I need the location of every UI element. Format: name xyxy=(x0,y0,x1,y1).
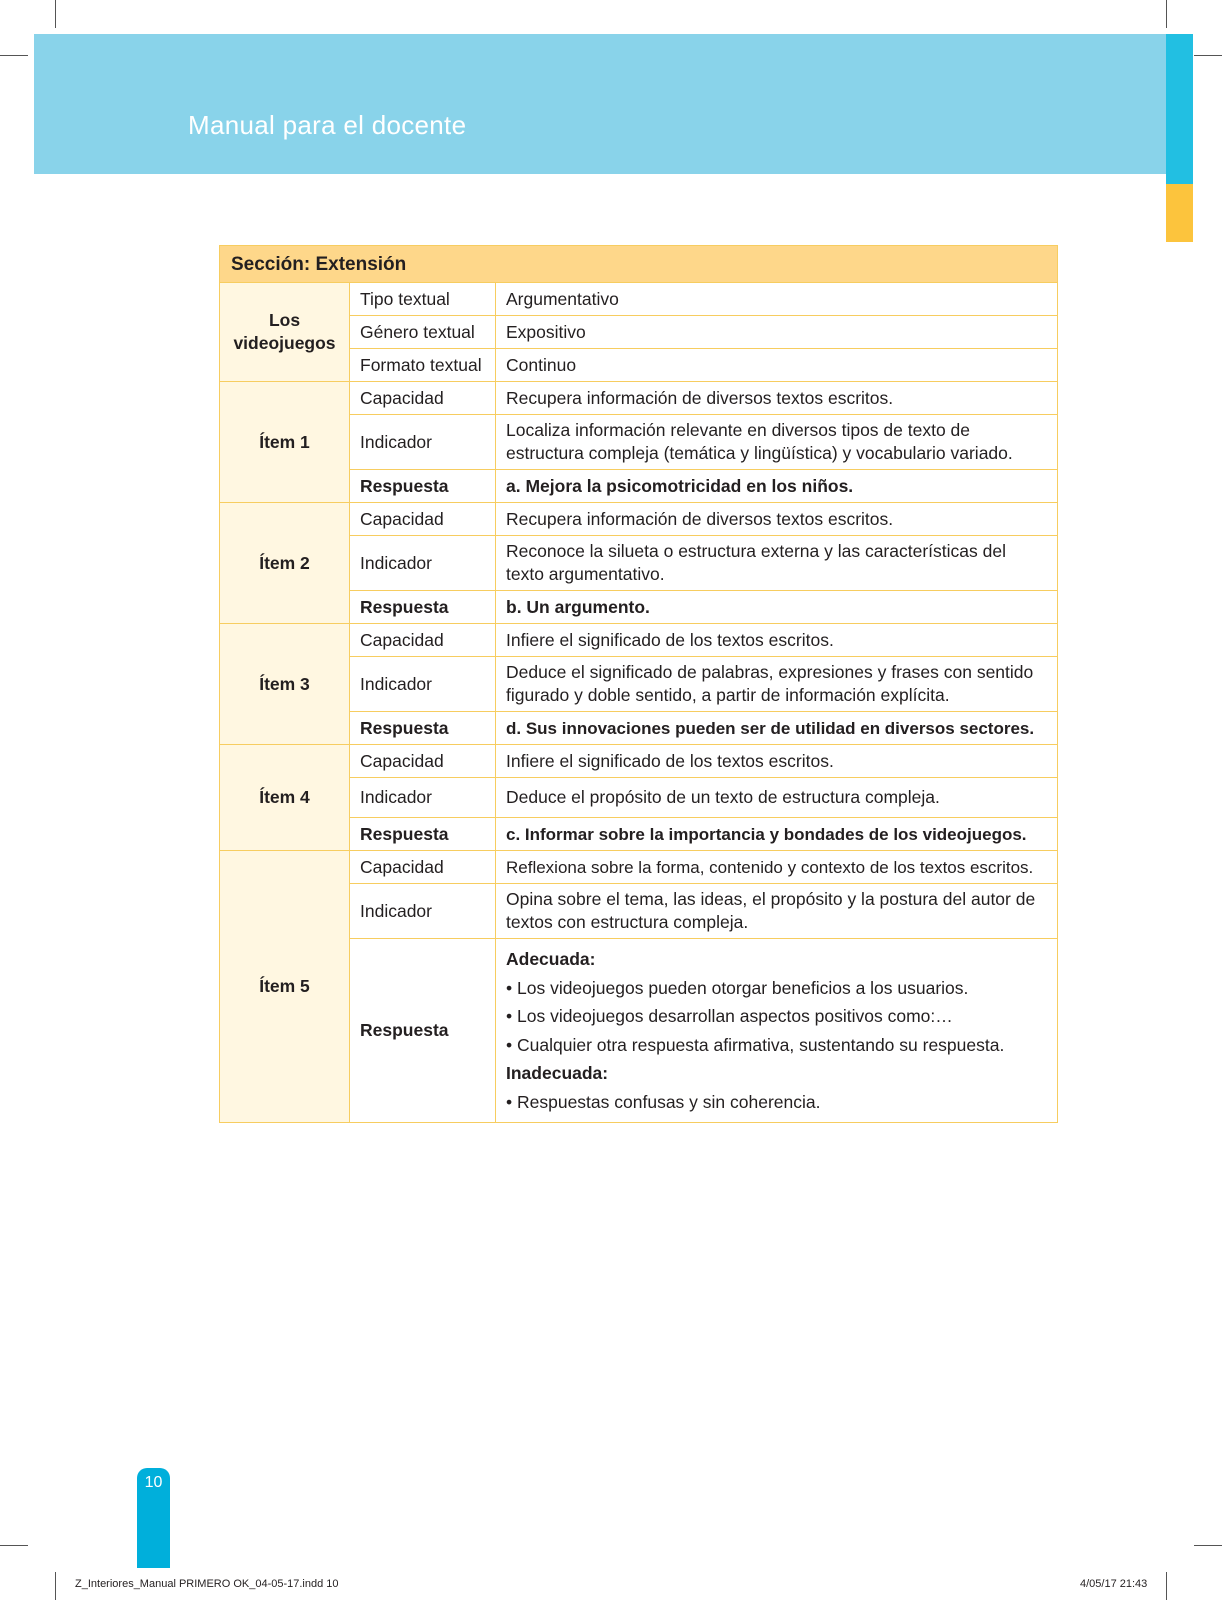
row-value: Argumentativo xyxy=(496,283,1058,316)
row-label: Capacidad xyxy=(350,503,496,536)
crop-mark xyxy=(1166,1572,1167,1600)
capacidad-value: Recupera información de diversos textos escritos. xyxy=(496,503,1058,536)
capacidad-value: Recupera información de diversos textos escritos. xyxy=(496,382,1058,415)
row-label: Indicador xyxy=(350,415,496,470)
respuesta-value: a. Mejora la psicomotricidad en los niños. xyxy=(496,470,1058,503)
crop-mark xyxy=(1194,55,1222,56)
row-label: Tipo textual xyxy=(350,283,496,316)
crop-mark xyxy=(0,55,28,56)
item-label: Ítem 1 xyxy=(220,382,350,503)
inadecuada-label: Inadecuada: xyxy=(506,1063,609,1083)
page-number: 10 xyxy=(144,1474,163,1491)
indicador-value: Reconoce la silueta o estructura externa y las características del texto argumentativo. xyxy=(496,536,1058,591)
respuesta-value: c. Informar sobre la importancia y bondades de los videojuegos. xyxy=(496,818,1058,851)
table-row xyxy=(220,624,1058,657)
item-label: Ítem 2 xyxy=(220,503,350,624)
item-label: Ítem 5 xyxy=(220,851,350,1123)
row-label: Indicador xyxy=(350,536,496,591)
crop-mark xyxy=(0,1545,28,1546)
side-tab-yellow xyxy=(1166,184,1193,242)
row-label: Capacidad xyxy=(350,382,496,415)
table-row xyxy=(220,382,1058,415)
list-item: • Respuestas confusas y sin coherencia. xyxy=(506,1091,821,1112)
side-tab-blue xyxy=(1166,34,1193,184)
item-label: Ítem 4 xyxy=(220,745,350,851)
crop-mark xyxy=(55,1572,56,1600)
crop-mark xyxy=(55,0,56,28)
row-label: Respuesta xyxy=(350,470,496,503)
crop-mark xyxy=(1166,0,1167,28)
row-label: Indicador xyxy=(350,778,496,818)
row-label: Capacidad xyxy=(350,624,496,657)
indicador-value: Deduce el significado de palabras, expresiones y frases con sentido figurado y doble sentido, a partir de información explícita. xyxy=(496,657,1058,712)
row-label: Respuesta xyxy=(350,939,496,1123)
row-label: Respuesta xyxy=(350,818,496,851)
respuesta-value: d. Sus innovaciones pueden ser de utilidad en diversos sectores. xyxy=(496,712,1058,745)
row-value: Continuo xyxy=(496,349,1058,382)
section-header-row xyxy=(220,246,1058,283)
row-label: Indicador xyxy=(350,657,496,712)
print-slug-date: 4/05/17 21:43 xyxy=(1080,1578,1148,1590)
row-label: Respuesta xyxy=(350,591,496,624)
item-label: Ítem 3 xyxy=(220,624,350,745)
indicador-value: Deduce el propósito de un texto de estructura compleja. xyxy=(496,778,1058,818)
row-label: Respuesta xyxy=(350,712,496,745)
table-row xyxy=(220,851,1058,884)
respuesta-block xyxy=(496,939,1058,1123)
list-item: • Los videojuegos desarrollan aspectos positivos como:… xyxy=(506,1006,953,1026)
capacidad-value: Reflexiona sobre la forma, contenido y contexto de los textos escritos. xyxy=(496,851,1058,884)
row-label: Capacidad xyxy=(350,851,496,884)
indicador-value: Opina sobre el tema, las ideas, el propósito y la postura del autor de textos con estructura compleja. xyxy=(496,884,1058,939)
page-header-title: Manual para el docente xyxy=(188,110,467,140)
row-label: Formato textual xyxy=(350,349,496,382)
indicador-value: Localiza información relevante en diversos tipos de texto de estructura compleja (temática y lingüística) y vocabulario variado. xyxy=(496,415,1058,470)
row-label: Género textual xyxy=(350,316,496,349)
adecuada-label: Adecuada: xyxy=(506,949,596,969)
crop-mark xyxy=(1194,1545,1222,1546)
row-label: Indicador xyxy=(350,884,496,939)
header-band xyxy=(34,34,1166,174)
row-label: Capacidad xyxy=(350,745,496,778)
table-row xyxy=(220,503,1058,536)
list-item: • Los videojuegos pueden otorgar beneficios a los usuarios. xyxy=(506,977,969,998)
respuesta-value: b. Un argumento. xyxy=(496,591,1058,624)
list-item: • Cualquier otra respuesta afirmativa, sustentando su respuesta. xyxy=(506,1034,1005,1055)
print-slug-file: Z_Interiores_Manual PRIMERO OK_04-05-17.indd 10 xyxy=(75,1578,339,1590)
table-row xyxy=(220,283,1058,316)
answer-key-table xyxy=(219,245,1057,1123)
section-title: Sección: Extensión xyxy=(220,246,1058,283)
capacidad-value: Infiere el significado de los textos escritos. xyxy=(496,745,1058,778)
topic-label: Los videojuegos xyxy=(220,283,350,382)
capacidad-value: Infiere el significado de los textos escritos. xyxy=(496,624,1058,657)
table-row xyxy=(220,745,1058,778)
row-value: Expositivo xyxy=(496,316,1058,349)
